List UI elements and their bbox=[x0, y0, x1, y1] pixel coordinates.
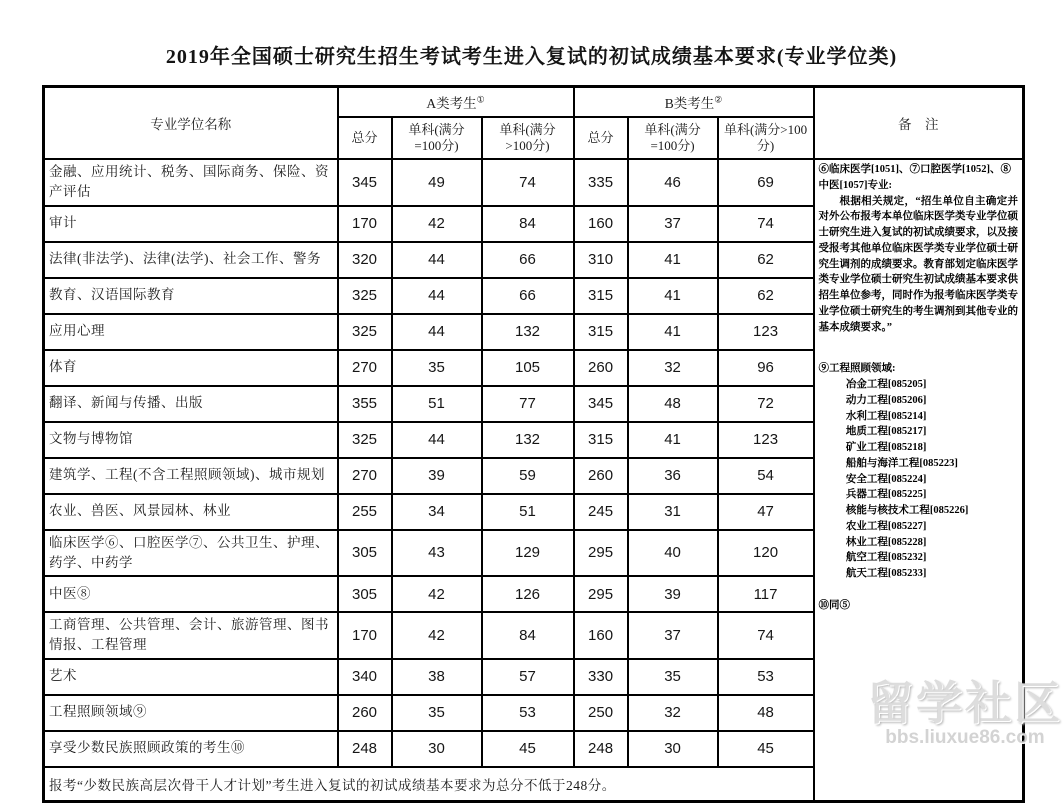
score-cell: 123 bbox=[718, 314, 814, 350]
score-cell: 270 bbox=[338, 350, 392, 386]
score-cell: 30 bbox=[392, 731, 482, 767]
score-cell: 35 bbox=[392, 695, 482, 731]
score-cell: 330 bbox=[574, 659, 628, 695]
score-cell: 45 bbox=[718, 731, 814, 767]
score-cell: 345 bbox=[574, 386, 628, 422]
score-cell: 39 bbox=[392, 458, 482, 494]
score-cell: 84 bbox=[482, 612, 574, 659]
score-cell: 53 bbox=[718, 659, 814, 695]
engineering-field-item: 水利工程[085214] bbox=[845, 410, 927, 422]
remarks-content bbox=[819, 162, 1019, 614]
score-cell: 46 bbox=[628, 159, 718, 206]
score-cell: 69 bbox=[718, 159, 814, 206]
score-cell: 295 bbox=[574, 530, 628, 577]
score-cell: 355 bbox=[338, 386, 392, 422]
score-cell: 270 bbox=[338, 458, 392, 494]
score-cell: 42 bbox=[392, 576, 482, 612]
watermark-brand: 留学社区 bbox=[867, 676, 1063, 729]
score-cell: 132 bbox=[482, 314, 574, 350]
score-cell: 35 bbox=[392, 350, 482, 386]
degree-name-cell: 教育、汉语国际教育 bbox=[44, 278, 338, 314]
score-cell: 39 bbox=[628, 576, 718, 612]
score-cell: 170 bbox=[338, 206, 392, 242]
score-cell: 160 bbox=[574, 612, 628, 659]
score-cell: 250 bbox=[574, 695, 628, 731]
score-cell: 59 bbox=[482, 458, 574, 494]
degree-name-cell: 建筑学、工程(不含工程照顾领域)、城市规划 bbox=[44, 458, 338, 494]
note-clinical-body: 根据相关规定，“招生单位自主确定并对外公布报考本单位临床医学类专业学位硕士研究生进入复试的初试成绩要求，以及接受报考其他单位临床医学类专业学位硕士研究生调剂的成绩要求。教育部划定临床医学类专业学位硕士研究生初试成绩基本要求供招生单位参考，同时作为报考临床医学类专业学位硕士研究生的考生调剂到其他专业的基本成绩要求。” bbox=[818, 195, 1019, 333]
score-cell: 245 bbox=[574, 494, 628, 530]
degree-name-cell: 临床医学⑥、口腔医学⑦、公共卫生、护理、药学、中药学 bbox=[44, 530, 338, 577]
score-cell: 32 bbox=[628, 695, 718, 731]
engineering-field-item: 矿业工程[085218] bbox=[845, 442, 927, 453]
remarks-cell bbox=[814, 159, 1024, 801]
score-cell: 36 bbox=[628, 458, 718, 494]
score-cell: 74 bbox=[718, 612, 814, 659]
engineering-field-item: 冶金工程[085205] bbox=[845, 379, 927, 390]
engineering-field-item: 农业工程[085227] bbox=[845, 520, 927, 532]
engineering-fields-list bbox=[819, 377, 1019, 582]
score-cell: 40 bbox=[628, 530, 718, 577]
score-cell: 315 bbox=[574, 422, 628, 458]
footer-note-cell: 报考“少数民族高层次骨干人才计划”考生进入复试的初试成绩基本要求为总分不低于248分。 bbox=[44, 767, 814, 802]
score-cell: 44 bbox=[392, 422, 482, 458]
group-a-footnote-mark: ① bbox=[476, 94, 485, 105]
score-cell: 260 bbox=[574, 350, 628, 386]
degree-name-cell: 工商管理、公共管理、会计、旅游管理、图书情报、工程管理 bbox=[44, 612, 338, 659]
score-cell: 77 bbox=[482, 386, 574, 422]
score-cell: 53 bbox=[482, 695, 574, 731]
note-engineering-title: ⑨工程照顾领域: bbox=[818, 363, 896, 375]
score-cell: 41 bbox=[628, 278, 718, 314]
score-cell: 47 bbox=[718, 494, 814, 530]
header-group-row bbox=[44, 87, 1024, 118]
degree-name-cell: 农业、兽医、风景园林、林业 bbox=[44, 494, 338, 530]
col-header-b-single-eq100: 单科(满分=100分) bbox=[628, 117, 718, 159]
col-header-a-single-gt100: 单科(满分>100分) bbox=[482, 117, 574, 159]
score-cell: 123 bbox=[718, 422, 814, 458]
engineering-field-item: 核能与核技术工程[085226] bbox=[845, 505, 969, 516]
score-cell: 66 bbox=[482, 242, 574, 278]
score-cell: 315 bbox=[574, 314, 628, 350]
score-cell: 260 bbox=[574, 458, 628, 494]
score-cell: 57 bbox=[482, 659, 574, 695]
score-cell: 37 bbox=[628, 206, 718, 242]
score-cell: 41 bbox=[628, 314, 718, 350]
score-cell: 62 bbox=[718, 242, 814, 278]
score-cell: 325 bbox=[338, 278, 392, 314]
col-header-a-single-eq100: 单科(满分=100分) bbox=[392, 117, 482, 159]
score-cell: 48 bbox=[628, 386, 718, 422]
score-cell: 62 bbox=[718, 278, 814, 314]
score-cell: 295 bbox=[574, 576, 628, 612]
score-cell: 41 bbox=[628, 242, 718, 278]
score-cell: 74 bbox=[718, 206, 814, 242]
score-cell: 248 bbox=[574, 731, 628, 767]
degree-name-cell: 应用心理 bbox=[44, 314, 338, 350]
degree-name-cell: 金融、应用统计、税务、国际商务、保险、资产评估 bbox=[44, 159, 338, 206]
degree-name-cell: 工程照顾领域⑨ bbox=[44, 695, 338, 731]
score-cell: 51 bbox=[482, 494, 574, 530]
degree-name-cell: 中医⑧ bbox=[44, 576, 338, 612]
score-cell: 35 bbox=[628, 659, 718, 695]
score-cell: 30 bbox=[628, 731, 718, 767]
degree-name-cell: 审计 bbox=[44, 206, 338, 242]
engineering-field-item: 兵器工程[085225] bbox=[845, 489, 927, 501]
degree-name-cell: 艺术 bbox=[44, 659, 338, 695]
score-cell: 66 bbox=[482, 278, 574, 314]
score-cell: 45 bbox=[482, 731, 574, 767]
score-cell: 72 bbox=[718, 386, 814, 422]
score-cell: 305 bbox=[338, 576, 392, 612]
score-cell: 44 bbox=[392, 242, 482, 278]
score-cell: 51 bbox=[392, 386, 482, 422]
col-header-group-b bbox=[574, 87, 814, 118]
score-cell: 48 bbox=[718, 695, 814, 731]
table-row bbox=[44, 159, 1024, 206]
score-cell: 105 bbox=[482, 350, 574, 386]
table-header bbox=[44, 87, 1024, 160]
score-cell: 260 bbox=[338, 695, 392, 731]
score-cell: 43 bbox=[392, 530, 482, 577]
degree-name-cell: 法律(非法学)、法律(法学)、社会工作、警务 bbox=[44, 242, 338, 278]
engineering-field-item: 地质工程[085217] bbox=[845, 426, 927, 438]
score-cell: 255 bbox=[338, 494, 392, 530]
score-cell: 96 bbox=[718, 350, 814, 386]
degree-name-cell: 文物与博物馆 bbox=[44, 422, 338, 458]
score-cell: 31 bbox=[628, 494, 718, 530]
score-cell: 340 bbox=[338, 659, 392, 695]
group-b-label: B类考生 bbox=[664, 96, 715, 111]
score-cell: 345 bbox=[338, 159, 392, 206]
score-cell: 54 bbox=[718, 458, 814, 494]
score-cell: 305 bbox=[338, 530, 392, 577]
score-cell: 38 bbox=[392, 659, 482, 695]
score-cell: 41 bbox=[628, 422, 718, 458]
score-cell: 84 bbox=[482, 206, 574, 242]
engineering-field-item: 船舶与海洋工程[085223] bbox=[845, 457, 958, 469]
group-b-footnote-mark: ② bbox=[714, 94, 723, 105]
engineering-field-item: 安全工程[085224] bbox=[845, 473, 927, 485]
col-header-b-total: 总分 bbox=[574, 117, 628, 159]
score-cell: 132 bbox=[482, 422, 574, 458]
score-cell: 129 bbox=[482, 530, 574, 577]
engineering-field-item: 航空工程[085232] bbox=[845, 552, 927, 564]
score-cell: 44 bbox=[392, 278, 482, 314]
note-clinical-title: ⑥临床医学[1051]、⑦口腔医学[1052]、⑧中医[1057]专业: bbox=[818, 164, 1012, 191]
col-header-a-total: 总分 bbox=[338, 117, 392, 159]
score-cell: 310 bbox=[574, 242, 628, 278]
score-cell: 315 bbox=[574, 278, 628, 314]
page-title: 2019年全国硕士研究生招生考试考生进入复试的初试成绩基本要求(专业学位类) bbox=[165, 46, 898, 68]
score-cell: 325 bbox=[338, 314, 392, 350]
score-requirements-table bbox=[42, 85, 1025, 803]
col-header-b-single-gt100: 单科(满分>100分) bbox=[718, 117, 814, 159]
score-table-body bbox=[44, 159, 1024, 801]
score-cell: 120 bbox=[718, 530, 814, 577]
score-cell: 42 bbox=[392, 612, 482, 659]
score-cell: 170 bbox=[338, 612, 392, 659]
group-a-label: A类考生 bbox=[426, 96, 477, 111]
score-cell: 335 bbox=[574, 159, 628, 206]
degree-name-cell: 翻译、新闻与传播、出版 bbox=[44, 386, 338, 422]
note-minority-policy: ⑩同⑤ bbox=[818, 599, 851, 611]
score-cell: 325 bbox=[338, 422, 392, 458]
score-cell: 248 bbox=[338, 731, 392, 767]
score-cell: 32 bbox=[628, 350, 718, 386]
score-cell: 44 bbox=[392, 314, 482, 350]
col-header-group-a bbox=[338, 87, 574, 118]
score-cell: 160 bbox=[574, 206, 628, 242]
score-cell: 126 bbox=[482, 576, 574, 612]
engineering-field-item: 动力工程[085206] bbox=[845, 394, 927, 406]
col-header-remarks: 备 注 bbox=[814, 87, 1024, 160]
engineering-field-item: 林业工程[085228] bbox=[845, 536, 927, 548]
col-header-degree-name: 专业学位名称 bbox=[44, 87, 338, 160]
score-cell: 34 bbox=[392, 494, 482, 530]
score-cell: 74 bbox=[482, 159, 574, 206]
watermark-url: bbs.liuxue86.com bbox=[885, 727, 1045, 749]
degree-name-cell: 体育 bbox=[44, 350, 338, 386]
engineering-field-item: 航天工程[085233] bbox=[845, 568, 927, 579]
score-cell: 117 bbox=[718, 576, 814, 612]
score-cell: 37 bbox=[628, 612, 718, 659]
degree-name-cell: 享受少数民族照顾政策的考生⑩ bbox=[44, 731, 338, 767]
score-cell: 49 bbox=[392, 159, 482, 206]
score-cell: 42 bbox=[392, 206, 482, 242]
score-cell: 320 bbox=[338, 242, 392, 278]
